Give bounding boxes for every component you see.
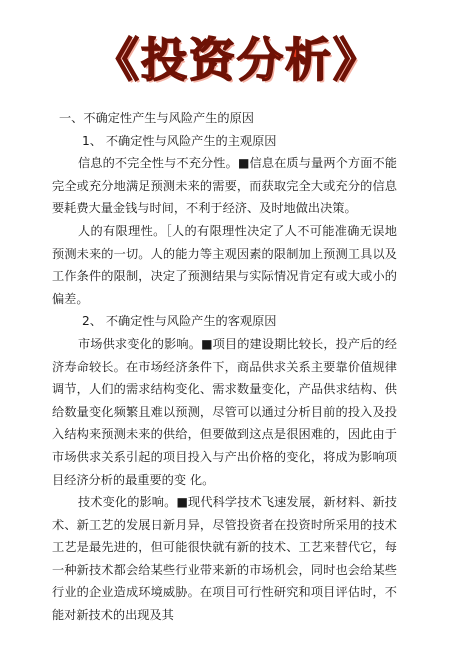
document-body <box>52 107 397 627</box>
section-heading-1: 一、不确定性产生与风险产生的原因 <box>59 111 254 125</box>
subsection-heading-1: 1、 不确定性与风险产生的主观原因 <box>82 133 277 148</box>
document-title: 《投资分析》 <box>93 33 381 87</box>
paragraph-technology-change: 技术变化的影响。■现代科学技术飞速发展，新材料、新技术、新工艺的发展日新月异，尽管投资者在投资时所采用的技术工艺是最先进的，但可能很快就有新的技术、工艺来替代它，每一种新技术都会给某些行业带来新的市场机会，同时也会给某些行业的企业造成环境威胁。在项目可行性研究和项目评估时，不能对新技术的出现及其 <box>52 495 397 623</box>
paragraph-market-supply-demand: 市场供求变化的影响。■项目的建设期比较长，投产后的经济寿命较长。在市场经济条件下，商品供求关系主要靠价值规律调节，人们的需求结构变化、需求数量变化，产品供求结构、供给数量变化频繁且难以预测，尽管可以通过分析目前的投入及投入结构来预测未来的供给，但要做到这点是很困难的，因此由于市场供求关系引起的项目投入与产出价格的变化，将成为影响项目经济分析的最重要的变 化。 <box>52 336 397 487</box>
paragraph-bounded-rationality: 人的有限理性。［人的有限理性决定了人不可能准确无误地预测未来的一切。人的能力等主观因素的限制加上预测工具以及工作条件的限制，决定了预测结果与实际情况肯定有或大或小的偏差。 <box>52 223 397 306</box>
subsection-heading-2: 2、 不确定性与风险产生的客观原因 <box>82 314 277 329</box>
paragraph-information: 信息的不完全性与不充分性。■信息在质与量两个方面不能完全或充分地满足预测未来的需要，而获取完全大或充分的信息要耗费大量金钱与时间，不利于经济、及时地做出决策。 <box>52 156 397 216</box>
